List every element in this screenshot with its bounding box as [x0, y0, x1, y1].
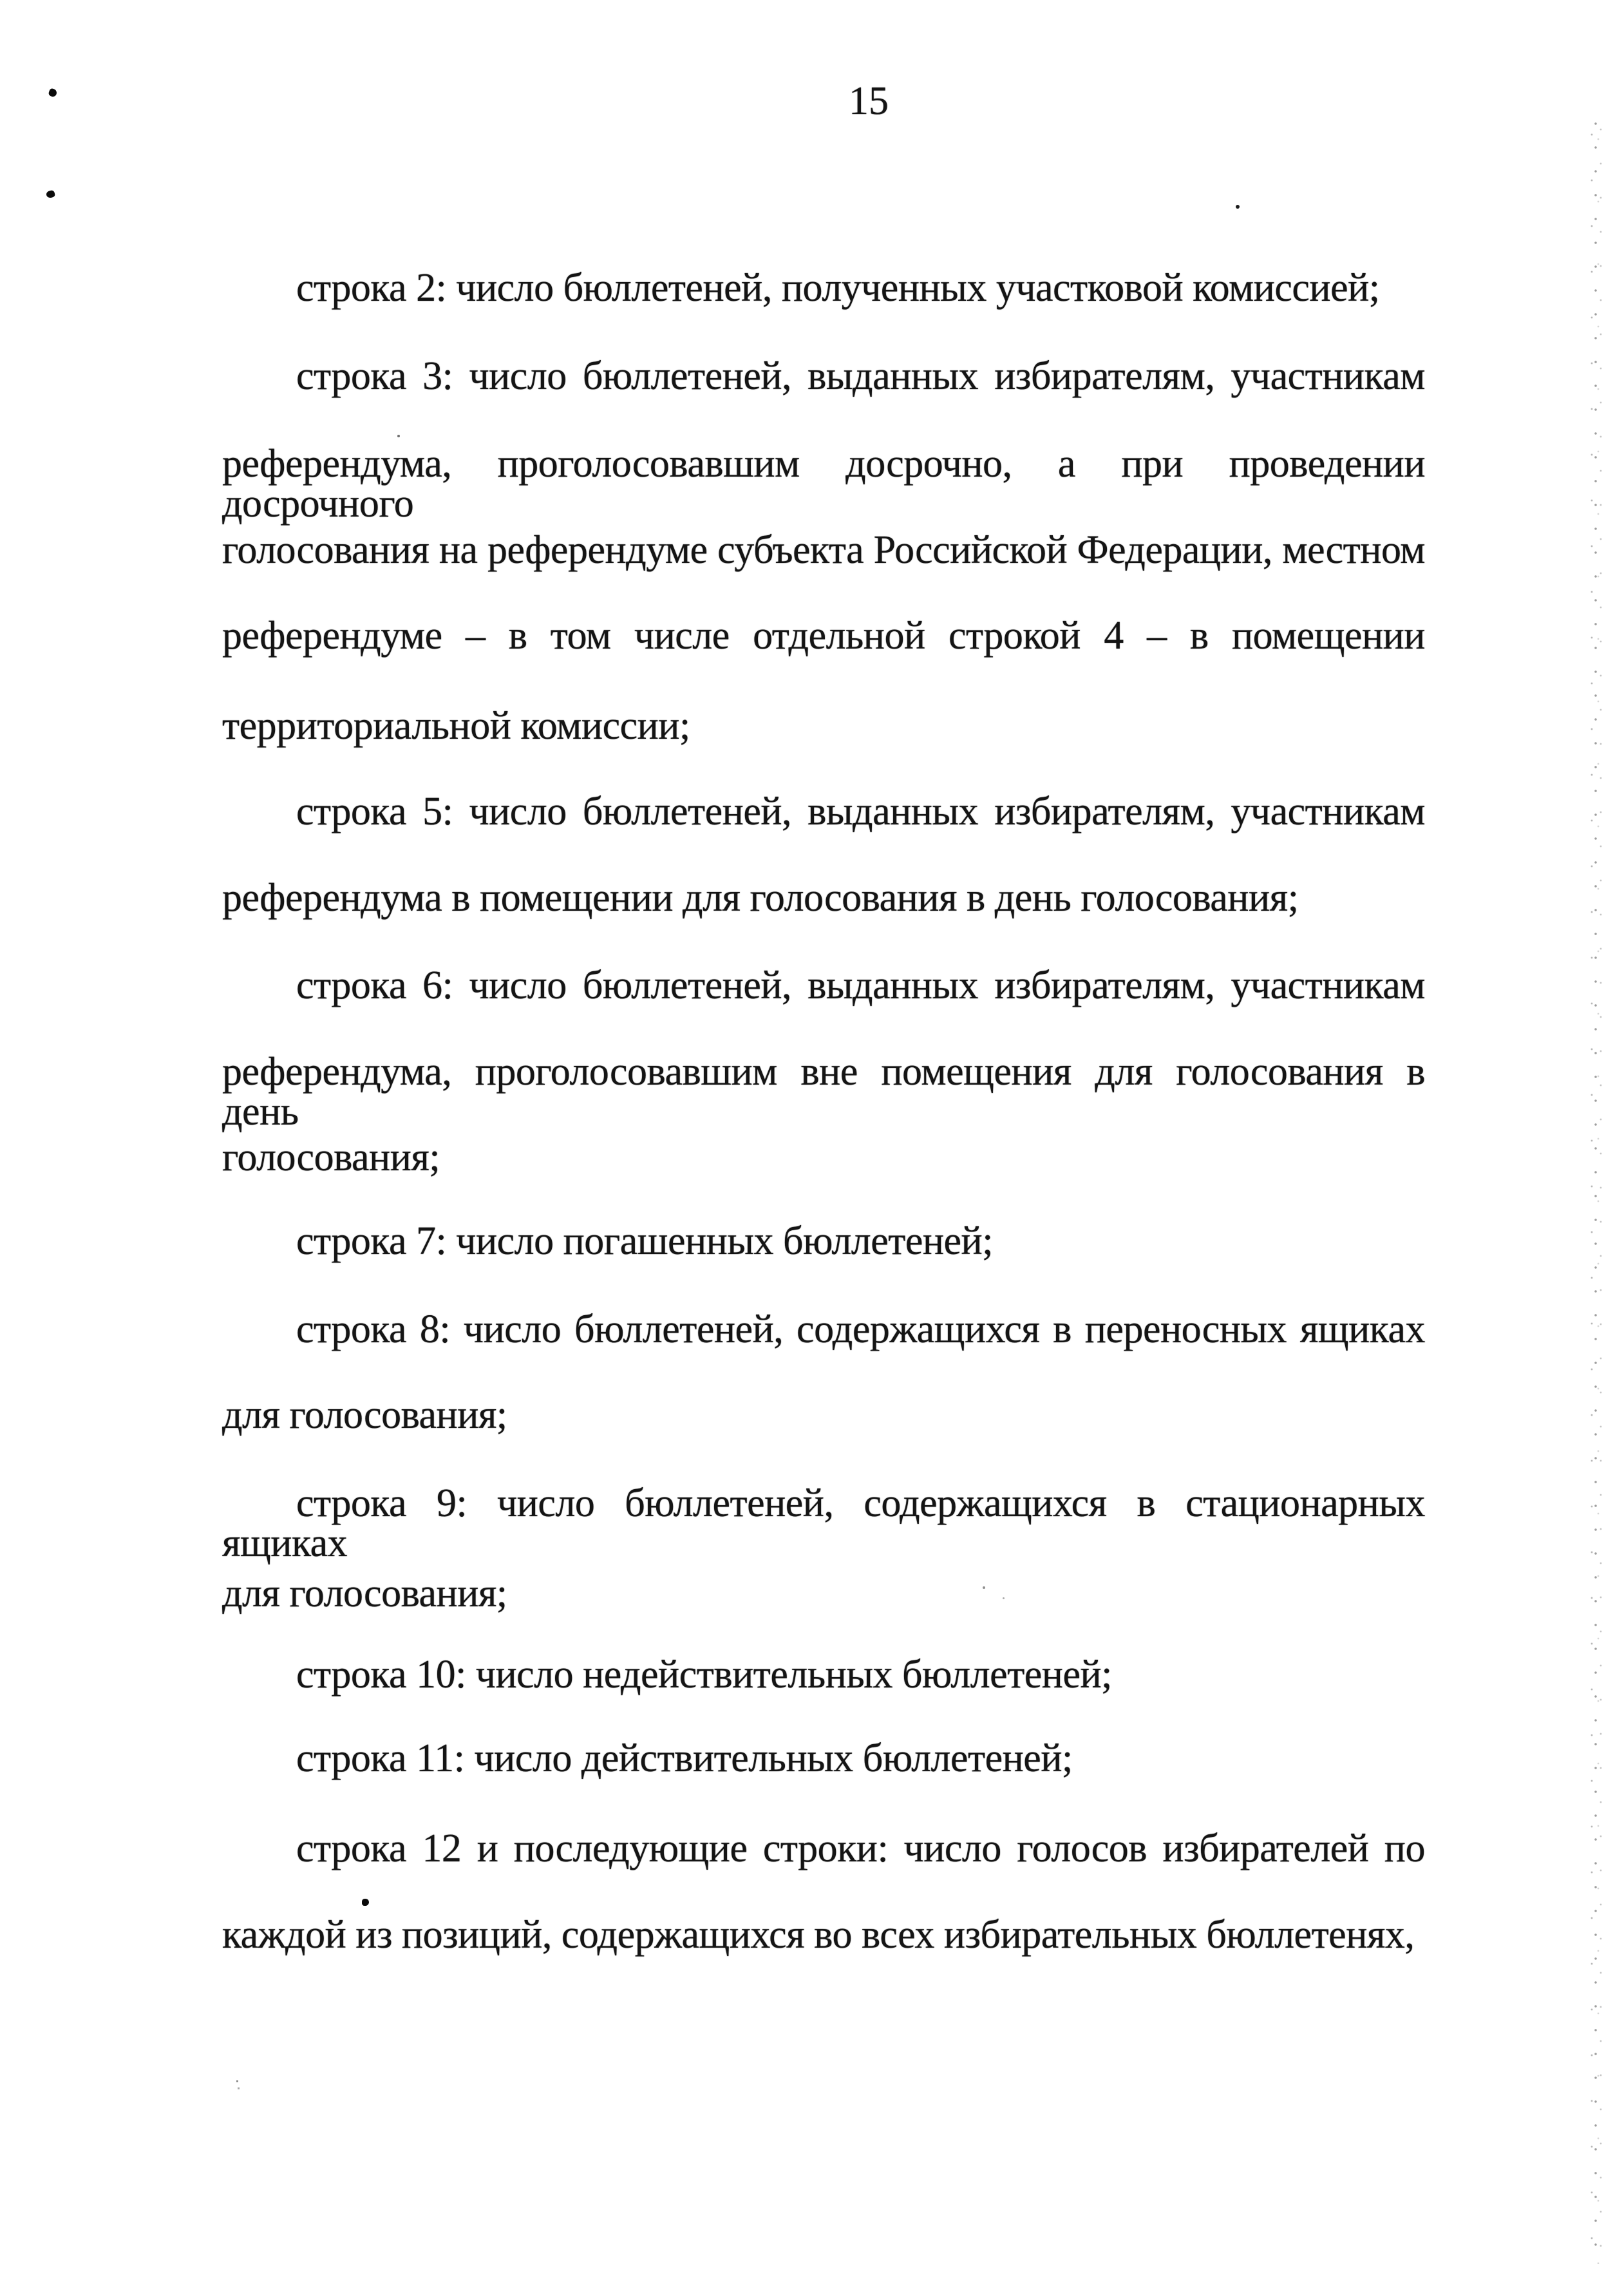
document-line: строка 2: число бюллетеней, полученных участковой комиссией;	[296, 266, 1380, 310]
document-line: референдуме – в том числе отдельной строкой 4 – в помещении	[222, 614, 1425, 658]
document-line: строка 5: число бюллетеней, выданных избирателям, участникам	[296, 790, 1425, 833]
document-line: строка 3: число бюллетеней, выданных избирателям, участникам	[296, 354, 1425, 398]
scan-speck	[1236, 205, 1240, 209]
document-line: для голосования;	[222, 1572, 507, 1615]
document-line: референдума, проголосовавшим досрочно, а при проведении досрочного	[222, 442, 1425, 526]
scan-speck	[48, 88, 57, 97]
document-body	[222, 0, 1425, 2271]
page-number: 15	[849, 79, 889, 123]
document-line: каждой из позиций, содержащихся во всех избирательных бюллетенях,	[222, 1913, 1415, 1957]
document-line: строка 10: число недействительных бюллетеней;	[296, 1653, 1112, 1696]
document-line: строка 8: число бюллетеней, содержащихся в переносных ящиках	[296, 1307, 1425, 1351]
document-line: строка 12 и последующие строки: число голосов избирателей по	[296, 1827, 1425, 1870]
document-line: строка 11: число действительных бюллетеней;	[296, 1736, 1073, 1780]
document-line: строка 6: число бюллетеней, выданных избирателям, участникам	[296, 964, 1425, 1007]
scan-speck	[1003, 1597, 1005, 1599]
scan-edge-noise	[1587, 119, 1609, 2264]
document-line: референдума, проголосовавшим вне помещения для голосования в день	[222, 1050, 1425, 1134]
document-line: для голосования;	[222, 1393, 507, 1437]
document-line: территориальной комиссии;	[222, 704, 690, 748]
scan-speck	[397, 435, 400, 437]
scan-speck	[46, 190, 55, 199]
document-line: голосования;	[222, 1136, 440, 1179]
document-line: строка 7: число погашенных бюллетеней;	[296, 1219, 993, 1263]
scan-speck	[236, 2080, 238, 2082]
document-line: голосования на референдуме субъекта Российской Федерации, местном	[222, 528, 1425, 572]
document-line: строка 9: число бюллетеней, содержащихся в стационарных ящиках	[222, 1481, 1425, 1565]
scan-speck	[983, 1586, 985, 1589]
document-line: референдума в помещении для голосования в день голосования;	[222, 876, 1299, 920]
